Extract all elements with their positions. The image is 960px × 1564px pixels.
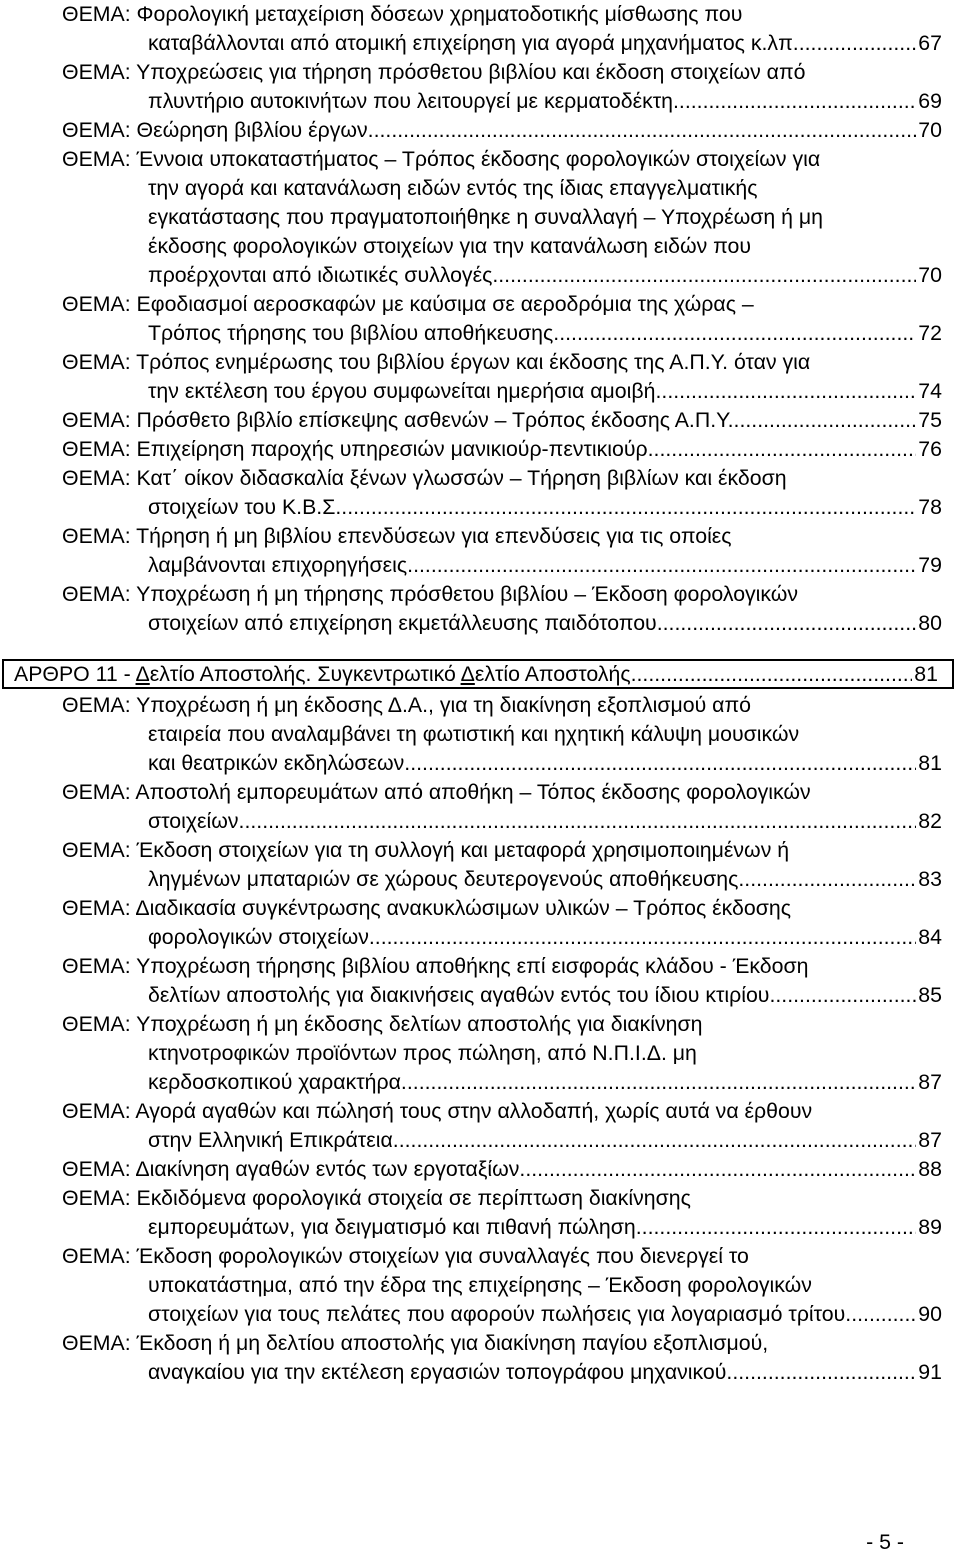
toc-entry[interactable] — [0, 580, 960, 638]
article-heading — [4, 661, 952, 690]
toc-entry-text: κτηνοτροφικών προϊόντων προς πώληση, από Ν.Π.Ι.Δ. μη — [148, 1041, 697, 1065]
page-number: 76 — [918, 437, 942, 461]
toc-section-bottom — [0, 691, 960, 1387]
toc-entry-text: ΘΕΜΑ: Υποχρέωση ή μη έκδοσης Δ.Α., για τη διακίνηση εξοπλισμού από — [62, 693, 752, 717]
toc-entry-text: ΘΕΜΑ: Διακίνηση αγαθών εντός των εργοταξίων. — [62, 1157, 526, 1181]
toc-entry-text: ΘΕΜΑ: Πρόσθετο βιβλίο επίσκεψης ασθενών – Τρόπος έκδοσης Α.Π.Υ. — [62, 408, 734, 432]
page-number: 89 — [918, 1215, 942, 1239]
toc-entry-line — [0, 609, 960, 638]
toc-entry[interactable] — [0, 1329, 960, 1387]
toc-entry-line — [0, 145, 960, 174]
toc-entry-line — [0, 1184, 960, 1213]
toc-entry-line — [0, 377, 960, 406]
toc-entry-text: ΘΕΜΑ: Κατ΄ οίκον διδασκαλία ξένων γλωσσών – Τήρηση βιβλίων και έκδοση — [62, 466, 787, 490]
toc-entry-text: εταιρεία που αναλαμβάνει τη φωτιστική και ηχητική κάλυψη μουσικών — [148, 722, 800, 746]
article-heading-box[interactable] — [2, 659, 954, 689]
toc-entry-text: ΘΕΜΑ: Υποχρέωση ή μη τήρησης πρόσθετου βιβλίου – Έκδοση φορολογικών — [62, 582, 799, 606]
toc-entry-line — [0, 232, 960, 261]
toc-entry-line — [0, 261, 960, 290]
toc-entry-text: πλυντήριο αυτοκινήτων που λειτουργεί με κερματοδέκτη. — [148, 89, 679, 113]
toc-entry-text: ΘΕΜΑ: Υποχρέωση ή μη έκδοσης δελτίων αποστολής για διακίνηση — [62, 1012, 703, 1036]
toc-entry-line — [0, 1213, 960, 1242]
dot-leader — [799, 29, 917, 58]
toc-entry-line — [0, 894, 960, 923]
dot-leader — [679, 87, 916, 116]
toc-entry-line — [0, 1039, 960, 1068]
toc-entry[interactable] — [0, 522, 960, 580]
toc-entry-line — [0, 522, 960, 551]
dot-leader — [734, 406, 917, 435]
toc-entry[interactable] — [0, 0, 960, 58]
dot-leader — [744, 865, 916, 894]
toc-entry-line — [0, 952, 960, 981]
dot-leader — [413, 551, 916, 580]
toc-entry-text: ΘΕΜΑ: Έκδοση στοιχείων για τη συλλογή και μεταφορά χρησιμοποιημένων ή — [62, 838, 790, 862]
toc-entry-line — [0, 29, 960, 58]
article-underlined-letter: Δ — [135, 662, 150, 686]
toc-entry-line — [0, 1242, 960, 1271]
toc-entry-text: ΘΕΜΑ: Φορολογική μεταχείριση δόσεων χρηματοδοτικής μίσθωσης που — [62, 2, 743, 26]
toc-entry-text: ΘΕΜΑ: Εφοδιασμοί αεροσκαφών με καύσιμα σε αεροδρόμια της χώρας – — [62, 292, 754, 316]
toc-entry-line — [0, 1271, 960, 1300]
toc-entry-text: στοιχείων για τους πελάτες που αφορούν πωλήσεις για λογαριασμό τρίτου. — [148, 1302, 852, 1326]
dot-leader — [775, 981, 916, 1010]
toc-entry-line — [0, 406, 960, 435]
toc-entry-text: ΘΕΜΑ: Επιχείρηση παροχής υπηρεσιών μανικιούρ-πεντικιούρ. — [62, 437, 654, 461]
page-number: 81 — [914, 662, 938, 686]
article-prefix: ΑΡΘΡΟ 11 - — [14, 662, 136, 686]
toc-entry[interactable] — [0, 406, 960, 435]
toc-entry-line — [0, 1097, 960, 1126]
toc-entry-text: ΘΕΜΑ: Τήρηση ή μη βιβλίου επενδύσεων για επενδύσεις για τις οποίες — [62, 524, 732, 548]
toc-entry-line — [0, 1010, 960, 1039]
toc-entry-line — [0, 749, 960, 778]
toc-entry-text: στην Ελληνική Επικράτεια. — [148, 1128, 399, 1152]
dot-leader — [732, 1358, 916, 1387]
toc-entry-text: ληγμένων μπαταριών σε χώρους δευτερογενούς αποθήκευσης. — [148, 867, 745, 891]
toc-entry-text: ΘΕΜΑ: Υποχρεώσεις για τήρηση πρόσθετου βιβλίου και έκδοση στοιχείων από — [62, 60, 806, 84]
toc-entry-line — [0, 778, 960, 807]
toc-entry-text: την αγορά και κατανάλωση ειδών εντός της ίδιας επαγγελματικής — [148, 176, 758, 200]
dot-leader — [341, 493, 916, 522]
toc-entry-text: ΘΕΜΑ: Αγορά αγαθών και πώλησή τους στην αλλοδαπή, χωρίς αυτά να έρθουν — [62, 1099, 813, 1123]
toc-entry-line — [0, 720, 960, 749]
toc-entry-text: ΘΕΜΑ: Υποχρέωση τήρησης βιβλίου αποθήκης επί εισφοράς κλάδου - Έκδοση — [62, 954, 809, 978]
toc-entry-text: στοιχείων. — [148, 809, 245, 833]
page-footer: - 5 - — [866, 1530, 904, 1554]
toc-entry-text: την εκτέλεση του έργου συμφωνείται ημερήσια αμοιβή. — [148, 379, 662, 403]
page-number: 81 — [918, 751, 942, 775]
page-number: 70 — [918, 263, 942, 287]
toc-entry-line — [0, 865, 960, 894]
toc-entry-line — [0, 464, 960, 493]
page-number: 82 — [918, 809, 942, 833]
toc-entry[interactable] — [0, 894, 960, 952]
page-number: 87 — [918, 1070, 942, 1094]
page-number: 90 — [918, 1302, 942, 1326]
toc-entry-line — [0, 203, 960, 232]
toc-entry-line — [0, 348, 960, 377]
toc-entry-line — [0, 807, 960, 836]
toc-entry-text: ΘΕΜΑ: Έννοια υποκαταστήματος – Τρόπος έκδοσης φορολογικών στοιχείων για — [62, 147, 821, 171]
toc-entry-line — [0, 1155, 960, 1184]
toc-entry-line — [0, 691, 960, 720]
toc-entry-line — [0, 116, 960, 145]
toc-entry-text: ΘΕΜΑ: Εκδιδόμενα φορολογικά στοιχεία σε περίπτωση διακίνησης — [62, 1186, 691, 1210]
toc-entry-text: ΘΕΜΑ: Τρόπος ενημέρωσης του βιβλίου έργων και έκδοσης της Α.Π.Υ. όταν για — [62, 350, 811, 374]
toc-entry-text: ΘΕΜΑ: Διαδικασία συγκέντρωσης ανακυκλώσιμων υλικών – Τρόπος έκδοσης — [62, 896, 792, 920]
toc-entry-line — [0, 319, 960, 348]
toc-entry-text: φορολογικών στοιχείων. — [148, 925, 375, 949]
toc-entry[interactable] — [0, 58, 960, 116]
page-number: 67 — [918, 31, 942, 55]
toc-entry-text: ΘΕΜΑ: Έκδοση φορολογικών στοιχείων για συναλλαγές που διενεργεί το — [62, 1244, 749, 1268]
page-number: 78 — [918, 495, 942, 519]
dot-leader — [525, 1155, 916, 1184]
dot-leader — [637, 661, 913, 687]
dot-leader — [663, 609, 917, 638]
toc-entry-line — [0, 290, 960, 319]
toc-entry-text: στοιχείων του Κ.Β.Σ. — [148, 495, 342, 519]
dot-leader — [559, 319, 916, 348]
dot-leader — [399, 1126, 917, 1155]
toc-entry-line — [0, 493, 960, 522]
toc-entry-line — [0, 435, 960, 464]
toc-entry-line — [0, 0, 960, 29]
page-number: 88 — [918, 1157, 942, 1181]
toc-entry-line — [0, 1358, 960, 1387]
toc-entry[interactable] — [0, 1155, 960, 1184]
toc-entry-text: δελτίων αποστολής για διακινήσεις αγαθών εντός του ίδιου κτιρίου. — [148, 983, 776, 1007]
toc-entry-line — [0, 87, 960, 116]
toc-entry[interactable] — [0, 290, 960, 348]
page-number: 91 — [918, 1360, 942, 1384]
toc-entry-text: εμπορευμάτων, για δειγματισμό και πιθανή πώληση. — [148, 1215, 642, 1239]
toc-entry-text: και θεατρικών εκδηλώσεων. — [148, 751, 411, 775]
dot-leader — [407, 1068, 916, 1097]
toc-entry-text: υποκατάστημα, από την έδρα της επιχείρησης – Έκδοση φορολογικών — [148, 1273, 812, 1297]
page-number: 84 — [918, 925, 942, 949]
toc-entry-line — [0, 580, 960, 609]
toc-entry-line — [0, 551, 960, 580]
page-number: 75 — [918, 408, 942, 432]
toc-entry-text: έκδοσης φορολογικών στοιχείων για την κατανάλωση ειδών που — [148, 234, 752, 258]
dot-leader — [374, 116, 917, 145]
toc-entry[interactable] — [0, 1097, 960, 1155]
article-underlined-letter: Δ — [460, 662, 475, 686]
toc-entry[interactable] — [0, 464, 960, 522]
toc-entry[interactable] — [0, 952, 960, 1010]
toc-entry-text: εγκατάστασης που πραγματοποιήθηκε η συναλλαγή – Υποχρέωση ή μη — [148, 205, 824, 229]
toc-entry[interactable] — [0, 1010, 960, 1097]
dot-leader — [498, 261, 916, 290]
toc-section-top — [0, 0, 960, 638]
toc-entry-text: ΘΕΜΑ: Θεώρηση βιβλίου έργων. — [62, 118, 374, 142]
toc-entry-text: ΘΕΜΑ: Έκδοση ή μη δελτίου αποστολής για διακίνηση παγίου εξοπλισμού, — [62, 1331, 769, 1355]
page-number: 72 — [918, 321, 942, 345]
toc-entry[interactable] — [0, 778, 960, 836]
toc-entry[interactable] — [0, 691, 960, 778]
toc-entry[interactable] — [0, 116, 960, 145]
toc-entry[interactable] — [0, 145, 960, 290]
toc-entry-text: στοιχείων από επιχείρηση εκμετάλλευσης παιδότοπου. — [148, 611, 663, 635]
toc-entry-text: προέρχονται από ιδιωτικές συλλογές. — [148, 263, 499, 287]
toc-entry-text: καταβάλλονται από ατομική επιχείρηση για αγορά μηχανήματος κ.λπ. — [148, 31, 799, 55]
toc-entry-line — [0, 836, 960, 865]
toc-entry-text: Τρόπος τήρησης του βιβλίου αποθήκευσης. — [148, 321, 560, 345]
toc-entry-text: κερδοσκοπικού χαρακτήρα. — [148, 1070, 407, 1094]
page-number: 69 — [918, 89, 942, 113]
page-number: 87 — [918, 1128, 942, 1152]
page-number: 79 — [918, 553, 942, 577]
page-number: 83 — [918, 867, 942, 891]
toc-entry[interactable] — [0, 1184, 960, 1242]
toc-entry-text: αναγκαίου για την εκτέλεση εργασιών τοπογράφου μηχανικού. — [148, 1360, 733, 1384]
dot-leader — [654, 435, 917, 464]
toc-entry-line — [0, 1068, 960, 1097]
dot-leader — [375, 923, 917, 952]
article-mid: ελτίο Αποστολής. Συγκεντρωτικό — [149, 662, 461, 686]
page-number: 85 — [918, 983, 942, 1007]
toc-entry-text: λαμβάνονται επιχορηγήσεις. — [148, 553, 414, 577]
dot-leader — [244, 807, 916, 836]
toc-entry-line — [0, 981, 960, 1010]
dot-leader — [851, 1300, 916, 1329]
dot-leader — [642, 1213, 917, 1242]
page-number: 74 — [918, 379, 942, 403]
toc-entry[interactable] — [0, 348, 960, 406]
article-suffix: ελτίο Αποστολής. — [474, 662, 637, 686]
toc-entry-line — [0, 923, 960, 952]
toc-entry-line — [0, 1126, 960, 1155]
toc-entry[interactable] — [0, 435, 960, 464]
dot-leader — [410, 749, 916, 778]
page-number: 70 — [918, 118, 942, 142]
toc-entry-line — [0, 58, 960, 87]
toc-entry-line — [0, 1300, 960, 1329]
toc-entry-line — [0, 1329, 960, 1358]
toc-entry[interactable] — [0, 836, 960, 894]
page-number: 80 — [918, 611, 942, 635]
toc-entry[interactable] — [0, 1242, 960, 1329]
toc-entry-line — [0, 174, 960, 203]
toc-entry-text: ΘΕΜΑ: Αποστολή εμπορευμάτων από αποθήκη – Τόπος έκδοσης φορολογικών — [62, 780, 811, 804]
dot-leader — [661, 377, 916, 406]
